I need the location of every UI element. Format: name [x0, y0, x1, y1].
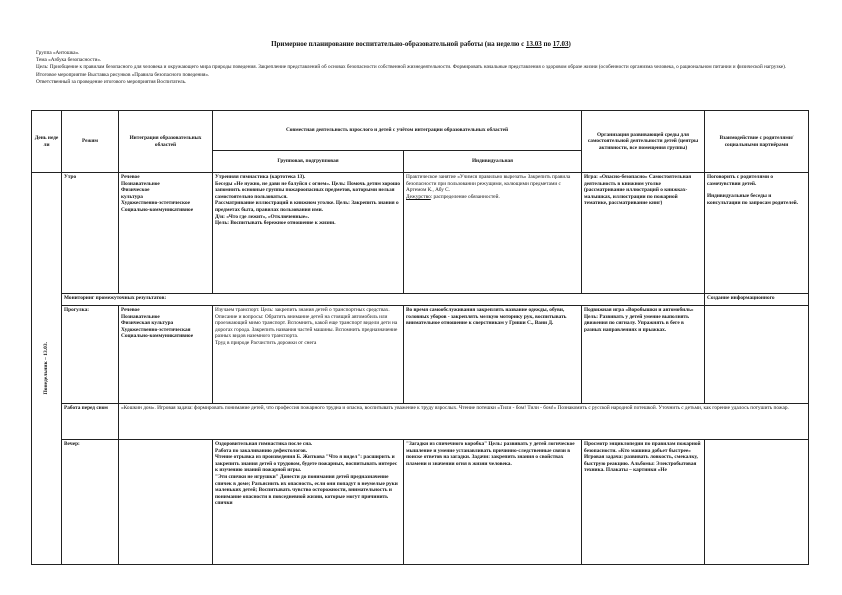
walk-group-activity: Изучаем транспорт. Цель: закрепить знания детей о транспортных средствах. Описание и вопросы: Обратить внимание детей на стоящий автомобиль или проезжающий мимо транспорт. Вспомнить, какой еще транспорт видели дети на дорогах города. Закрепить названия частей машины. Вспомнить предназначение разных видов наземного транспорта. Труд в природе Расчистить дорожки от снега	[213, 306, 404, 404]
walk-parents	[705, 306, 809, 404]
day-cell	[32, 173, 62, 565]
plan-table	[31, 110, 809, 565]
walk-environment: Подвижная игра «Воробышки и автомобиль» Цель: Развивать у детей умение выполнять движения по сигналу. Упражнять в беге в разных направлениях и прыжках.	[582, 306, 705, 404]
page-title: Примерное планирование воспитательно-образовательной работы (на неделю с 13.03 по 17.03)	[271, 40, 571, 48]
morning-environment: Игра: «Опасно-безопасно» Самостоятельная деятельность в книжном уголке (рассматривание иллюстраций о книжках-малышках, иллюстрации по пожарной тематике, рассматривание книг)	[582, 173, 705, 294]
header-parents: Взаимодействие с родителями/ социальными партнёрами	[705, 111, 809, 173]
goal-line: Цель: Приобщение к правилам безопасного для человека и окружающего мира природы поведения. Закрепление представлений об основах безопасности собственной жизнедеятельности. Формировать начальные представления о здоровом образе жизни (особенности организма человека, о рациональном питании и физической нагрузке).	[36, 64, 787, 71]
header-mode: Режим	[62, 111, 119, 173]
morning-areas: Речевое Познавательное Физическое культура Художественно-эстетическое Социально-коммуникативное	[119, 173, 213, 294]
morning-parents: Поговорить с родителями о самочувствии детей. Индивидуальные беседы и консультации по запросам родителей.	[705, 173, 809, 294]
evening-parents	[705, 440, 809, 565]
evening-label: Вечер:	[62, 440, 119, 565]
parents-continued: Создание информационного	[705, 294, 809, 306]
evening-areas	[119, 440, 213, 565]
final-event-line: Итоговое мероприятие Выставка рисунков «Правила безопасного поведения».	[36, 71, 210, 78]
header-individual-sub: Индивидуальная	[404, 151, 582, 173]
intro-block	[36, 50, 806, 86]
walk-areas: Речевое Познавательное Физическая культура Художественно-эстетическая Социально-коммуникативное	[119, 306, 213, 404]
monitoring-row: Мониторинг промежуточных результатов:	[62, 294, 705, 306]
header-day: День неде ли	[32, 111, 62, 173]
header-areas: Интеграция образовательных областей	[119, 111, 213, 173]
before-sleep-text: «Кошкин дом». Игровая задача: формировать понимание детей, что профессия пожарного трудна и опасна, воспитывать уважение к труду взрослых. Чтение потешки «Тили - бом! Тили - бом!» Познакомить с русской народной потешкой. Уточнить с детьми, как горение удалось потушить пожар.	[119, 404, 809, 440]
theme-line: Тема «Азбука безопасности».	[36, 57, 102, 64]
evening-group-activity: Оздоровительная гимнастика после сна. Работа по закаливанию дефектологов. Чтение отрывка из произведения Б. Житкова "Что я видел": расширить и закрепить знания детей о трудовом, будете пожарных, воспитывать интерес к изучению знаний пожарной игры. "Эти спички не игрушки" Донести до понимания детей предназначение спичек в доме; Разъяснить их опасность, если они попадут в неумелые руки маленьких детей; Воспитывать чувство осторожности, внимательность и понимание опасности в повседневной жизни, которые могут причинить спички	[213, 440, 404, 565]
before-sleep-label: Работа перед сном	[62, 404, 119, 440]
morning-individual: Практическое занятие «Учимся правильно вырезать» Закрепить правила безопасности при пользовании режущими, колющими предметами с Артемом К., Абу С. Дежурство: распределение обязанностей.	[404, 173, 582, 294]
evening-individual: "Загадки из спичечного коробка" Цель: развивать у детей логическое мышление и умение устанавливать причинно-следственные связи в поиске ответов на загадки. Задачи: закрепить знания о свойствах пламени и значении огня в жизни человека.	[404, 440, 582, 565]
group-line: Группа «Антошка».	[36, 50, 80, 56]
header-group-sub: Групповая, подгрупповая	[213, 151, 404, 173]
day-label: Понедельник – 13.03.	[43, 342, 50, 395]
header-joint: Совместная деятельность взрослого и детей с учётом интеграции образовательных областей	[213, 111, 582, 151]
responsible-line: Ответственный за проведение итогового мероприятия Воспитатель.	[36, 78, 187, 85]
walk-label: Прогулка:	[62, 306, 119, 404]
morning-label: Утро	[62, 173, 119, 294]
evening-environment: Просмотр энциклопедии по правилам пожарной безопасности. «Кто машина добьет быстрее» Игровая задача: развивать ловкость, смекалку, быструю реакцию. Альбомы: Электробытовая техника. Плакаты – картинки «Не	[582, 440, 705, 565]
morning-group-activity: Утренняя гимнастика (картотека 13). Беседы «Не нужно, не дави не балуйся с огнем». Цель: Помочь детям хорошо запомнить основные группы пожароопасных предметов, которыми нельзя самостоятельно пользоваться. Рассматривание иллюстраций в книжном уголке. Цель: Закрепить знания о предметах быта, правилах пользования ими. Д/и: «Что где лежит», «Отключенные». Цель: Воспитывать бережное отношение к жизни.	[213, 173, 404, 294]
header-environment: Организация развивающей среды для самостоятельной деятельности детей (центры активности, все помещения группы)	[582, 111, 705, 173]
walk-individual: Во время самообслуживания закреплять название одежды, обуви, головных уборов - закреплять мелкую моторику рук, воспитывать внимательное отношение к сверстникам у Гриши С., Вани Д.	[404, 306, 582, 404]
